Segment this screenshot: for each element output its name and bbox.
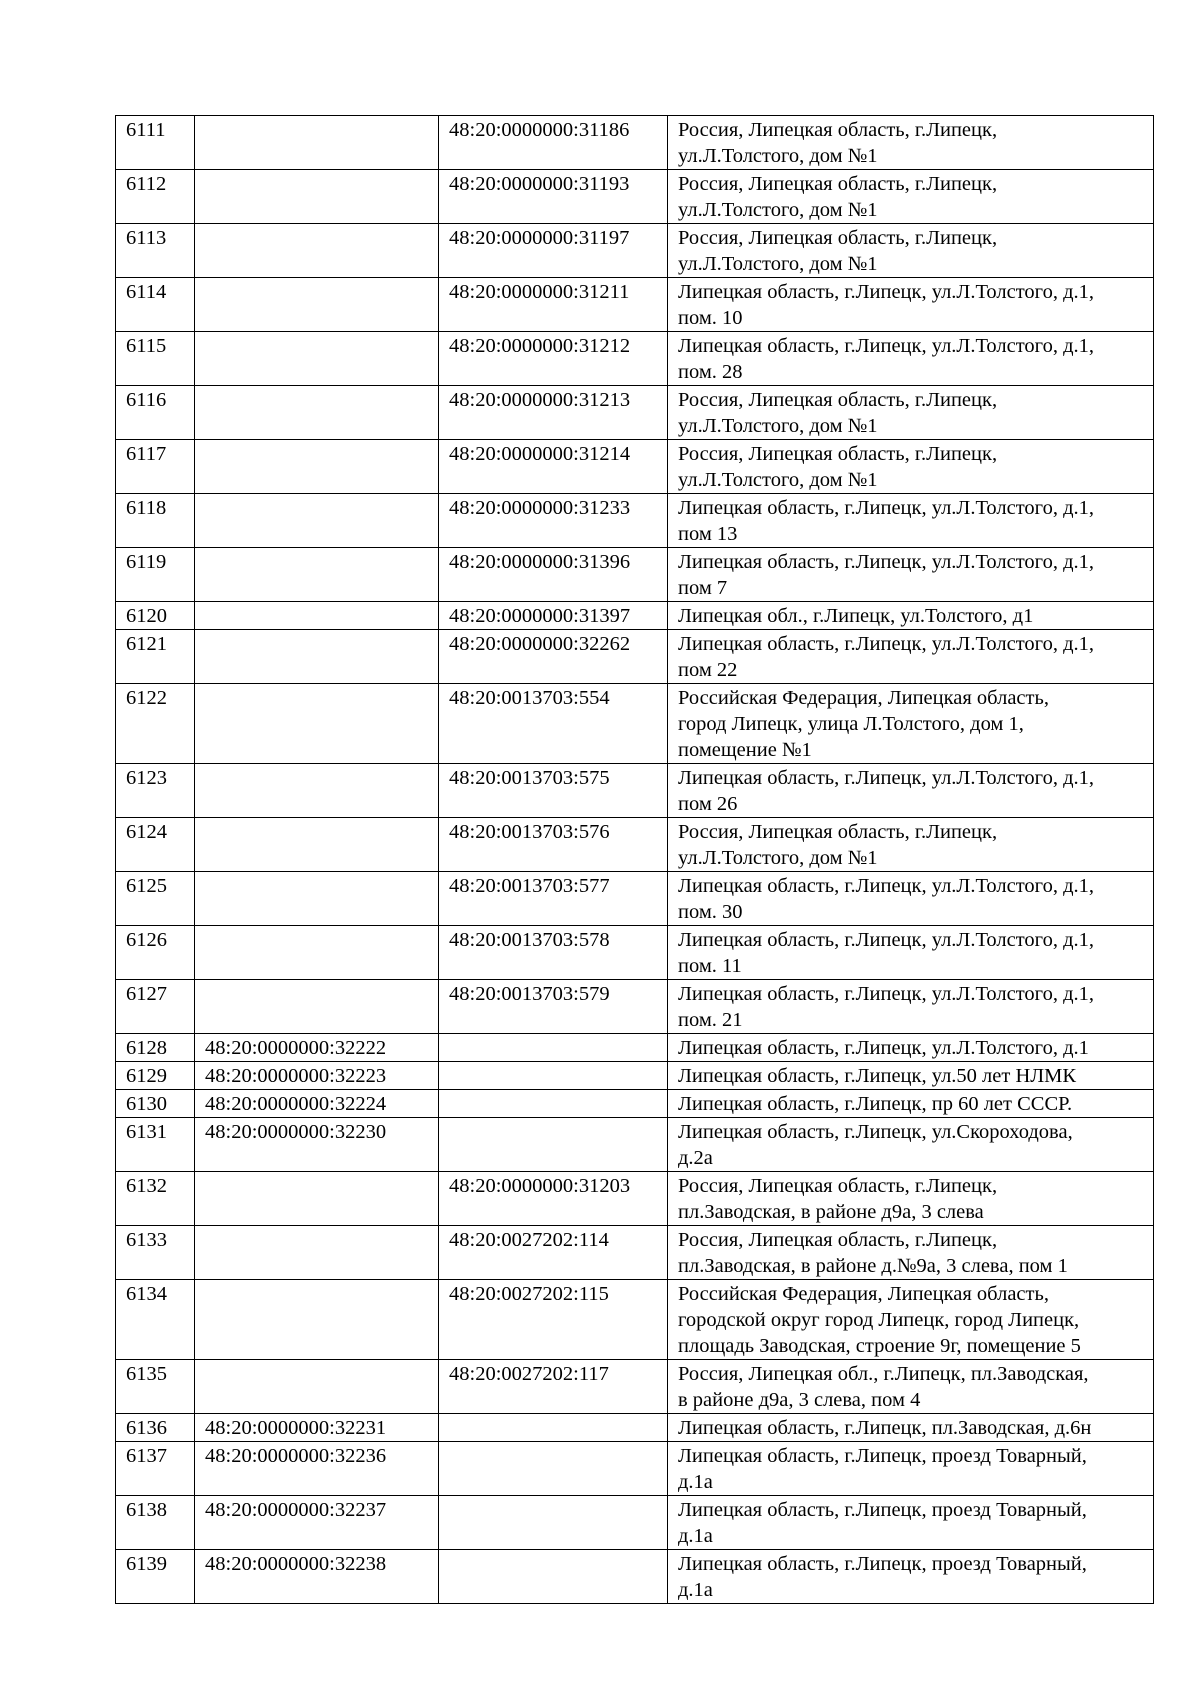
address-cell: [668, 170, 1154, 224]
cadastral-number-cell: 48:20:0000000:32236: [195, 1442, 439, 1496]
table-row: [116, 926, 1154, 980]
table-row: [116, 1496, 1154, 1550]
cadastral-number-cell: [195, 872, 439, 926]
address-cell: [668, 1118, 1154, 1172]
cadastral-number-cell: [195, 1172, 439, 1226]
address-line: Липецкая область, г.Липецк, ул.Л.Толстого, д.1,: [678, 497, 1095, 519]
address-line: д.1а: [678, 1579, 713, 1601]
row-number-cell: 6112: [116, 170, 195, 224]
address-cell: [668, 630, 1154, 684]
address-cell: [668, 386, 1154, 440]
address-line: в районе д9а, 3 слева, пом 4: [678, 1389, 921, 1411]
address-line: пом. 11: [678, 955, 742, 977]
address-line: пл.Заводская, в районе д9а, 3 слева: [678, 1201, 984, 1223]
parent-cadastral-number-cell: 48:20:0000000:31211: [439, 278, 668, 332]
row-number-cell: 6118: [116, 494, 195, 548]
address-line: ул.Л.Толстого, дом №1: [678, 145, 878, 167]
parent-cadastral-number-cell: 48:20:0000000:31186: [439, 116, 668, 170]
address-cell: [668, 1226, 1154, 1280]
address-cell: [668, 1172, 1154, 1226]
parent-cadastral-number-cell: 48:20:0000000:31213: [439, 386, 668, 440]
cadastral-number-cell: [195, 818, 439, 872]
address-cell: [668, 1360, 1154, 1414]
address-line: Липецкая область, г.Липецк, ул.Л.Толстого, д.1,: [678, 281, 1095, 303]
table-row: [116, 440, 1154, 494]
address-line: городской округ город Липецк, город Липецк,: [678, 1309, 1080, 1331]
address-cell: [668, 872, 1154, 926]
parent-cadastral-number-cell: 48:20:0013703:554: [439, 684, 668, 764]
address-line: пом. 10: [678, 307, 743, 329]
table-row: [116, 116, 1154, 170]
address-line: пом. 30: [678, 901, 743, 923]
table-row: [116, 1442, 1154, 1496]
address-cell: [668, 980, 1154, 1034]
row-number-cell: 6132: [116, 1172, 195, 1226]
table-body: [116, 116, 1154, 1604]
address-line: Липецкая область, г.Липецк, ул.Л.Толстого, д.1,: [678, 983, 1095, 1005]
parent-cadastral-number-cell: [439, 1118, 668, 1172]
address-cell: [668, 224, 1154, 278]
row-number-cell: 6136: [116, 1414, 195, 1442]
row-number-cell: 6117: [116, 440, 195, 494]
cadastral-number-cell: [195, 1226, 439, 1280]
cadastral-number-cell: [195, 278, 439, 332]
parent-cadastral-number-cell: 48:20:0000000:31197: [439, 224, 668, 278]
address-cell: [668, 116, 1154, 170]
address-line: Россия, Липецкая обл., г.Липецк, пл.Заводская,: [678, 1363, 1089, 1385]
address-line: пом. 28: [678, 361, 743, 383]
address-line: ул.Л.Толстого, дом №1: [678, 847, 878, 869]
parent-cadastral-number-cell: 48:20:0000000:31203: [439, 1172, 668, 1226]
address-line: Россия, Липецкая область, г.Липецк,: [678, 821, 998, 843]
address-line: Россия, Липецкая область, г.Липецк,: [678, 389, 998, 411]
parent-cadastral-number-cell: 48:20:0000000:31212: [439, 332, 668, 386]
address-line: пом 26: [678, 793, 738, 815]
address-line: пл.Заводская, в районе д.№9а, 3 слева, пом 1: [678, 1255, 1068, 1277]
row-number-cell: 6138: [116, 1496, 195, 1550]
address-line: Липецкая область, г.Липецк, проезд Товарный,: [678, 1553, 1087, 1575]
table-row: [116, 684, 1154, 764]
table-row: [116, 872, 1154, 926]
parent-cadastral-number-cell: 48:20:0027202:114: [439, 1226, 668, 1280]
address-cell: [668, 1090, 1154, 1118]
address-line: Липецкая область, г.Липецк, ул.50 лет НЛМК: [678, 1065, 1077, 1087]
row-number-cell: 6121: [116, 630, 195, 684]
parent-cadastral-number-cell: [439, 1550, 668, 1604]
row-number-cell: 6131: [116, 1118, 195, 1172]
address-cell: [668, 1496, 1154, 1550]
cadastral-number-cell: [195, 926, 439, 980]
row-number-cell: 6129: [116, 1062, 195, 1090]
address-cell: [668, 332, 1154, 386]
row-number-cell: 6125: [116, 872, 195, 926]
row-number-cell: 6137: [116, 1442, 195, 1496]
parent-cadastral-number-cell: 48:20:0013703:577: [439, 872, 668, 926]
address-line: ул.Л.Толстого, дом №1: [678, 253, 878, 275]
row-number-cell: 6123: [116, 764, 195, 818]
cadastral-number-cell: [195, 630, 439, 684]
address-line: Россия, Липецкая область, г.Липецк,: [678, 227, 998, 249]
address-line: ул.Л.Толстого, дом №1: [678, 199, 878, 221]
cadastral-number-cell: 48:20:0000000:32224: [195, 1090, 439, 1118]
table-row: [116, 1090, 1154, 1118]
row-number-cell: 6114: [116, 278, 195, 332]
address-line: помещение №1: [678, 739, 812, 761]
cadastral-number-cell: [195, 386, 439, 440]
parent-cadastral-number-cell: [439, 1442, 668, 1496]
row-number-cell: 6120: [116, 602, 195, 630]
parent-cadastral-number-cell: [439, 1034, 668, 1062]
cadastral-number-cell: [195, 440, 439, 494]
row-number-cell: 6127: [116, 980, 195, 1034]
cadastral-number-cell: 48:20:0000000:32223: [195, 1062, 439, 1090]
table-row: [116, 1118, 1154, 1172]
parent-cadastral-number-cell: 48:20:0000000:31397: [439, 602, 668, 630]
row-number-cell: 6111: [116, 116, 195, 170]
address-line: Россия, Липецкая область, г.Липецк,: [678, 1175, 998, 1197]
parent-cadastral-number-cell: [439, 1062, 668, 1090]
address-cell: [668, 1034, 1154, 1062]
table-row: [116, 1062, 1154, 1090]
address-cell: [668, 1280, 1154, 1360]
cadastral-number-cell: 48:20:0000000:32231: [195, 1414, 439, 1442]
address-cell: [668, 818, 1154, 872]
row-number-cell: 6128: [116, 1034, 195, 1062]
address-line: Липецкая область, г.Липецк, пл.Заводская, д.6н: [678, 1417, 1092, 1439]
address-line: д.1а: [678, 1525, 713, 1547]
row-number-cell: 6126: [116, 926, 195, 980]
parent-cadastral-number-cell: 48:20:0000000:31396: [439, 548, 668, 602]
table-row: [116, 1550, 1154, 1604]
table-row: [116, 818, 1154, 872]
cadastral-number-cell: 48:20:0000000:32237: [195, 1496, 439, 1550]
row-number-cell: 6133: [116, 1226, 195, 1280]
address-line: Липецкая область, г.Липецк, ул.Л.Толстого, д.1,: [678, 551, 1095, 573]
cadastral-number-cell: [195, 602, 439, 630]
table-row: [116, 1414, 1154, 1442]
cadastral-number-cell: [195, 1280, 439, 1360]
parent-cadastral-number-cell: 48:20:0000000:31233: [439, 494, 668, 548]
cadastral-number-cell: [195, 224, 439, 278]
table-row: [116, 602, 1154, 630]
address-line: пом 7: [678, 577, 728, 599]
address-line: Липецкая область, г.Липецк, ул.Л.Толстого, д.1,: [678, 875, 1095, 897]
address-cell: [668, 764, 1154, 818]
row-number-cell: 6115: [116, 332, 195, 386]
row-number-cell: 6134: [116, 1280, 195, 1360]
address-line: ул.Л.Толстого, дом №1: [678, 415, 878, 437]
address-cell: [668, 494, 1154, 548]
cadastral-number-cell: [195, 170, 439, 224]
address-line: пом 13: [678, 523, 738, 545]
table-row: [116, 386, 1154, 440]
parent-cadastral-number-cell: [439, 1496, 668, 1550]
cadastral-number-cell: [195, 332, 439, 386]
address-line: д.2а: [678, 1147, 713, 1169]
address-line: ул.Л.Толстого, дом №1: [678, 469, 878, 491]
address-line: Россия, Липецкая область, г.Липецк,: [678, 1229, 998, 1251]
address-cell: [668, 548, 1154, 602]
table-row: [116, 224, 1154, 278]
parent-cadastral-number-cell: 48:20:0013703:575: [439, 764, 668, 818]
address-line: пом. 21: [678, 1009, 743, 1031]
row-number-cell: 6130: [116, 1090, 195, 1118]
table-row: [116, 1034, 1154, 1062]
table-row: [116, 1360, 1154, 1414]
parent-cadastral-number-cell: 48:20:0013703:579: [439, 980, 668, 1034]
cadastral-number-cell: [195, 494, 439, 548]
parent-cadastral-number-cell: 48:20:0013703:578: [439, 926, 668, 980]
parent-cadastral-number-cell: 48:20:0013703:576: [439, 818, 668, 872]
table-row: [116, 170, 1154, 224]
address-line: Липецкая область, г.Липецк, ул.Л.Толстого, д.1: [678, 1037, 1089, 1059]
address-line: Липецкая область, г.Липецк, ул.Л.Толстого, д.1,: [678, 633, 1095, 655]
address-line: Российская Федерация, Липецкая область,: [678, 687, 1049, 709]
table-row: [116, 764, 1154, 818]
cadastral-number-cell: [195, 116, 439, 170]
address-line: Россия, Липецкая область, г.Липецк,: [678, 173, 998, 195]
address-line: Липецкая область, г.Липецк, ул.Л.Толстого, д.1,: [678, 335, 1095, 357]
table-row: [116, 980, 1154, 1034]
table-row: [116, 1172, 1154, 1226]
parent-cadastral-number-cell: 48:20:0000000:31193: [439, 170, 668, 224]
address-line: Липецкая область, г.Липецк, пр 60 лет СССР.: [678, 1093, 1073, 1115]
cadastral-number-cell: 48:20:0000000:32230: [195, 1118, 439, 1172]
address-line: д.1а: [678, 1471, 713, 1493]
address-line: Липецкая область, г.Липецк, проезд Товарный,: [678, 1445, 1087, 1467]
address-cell: [668, 684, 1154, 764]
address-cell: [668, 602, 1154, 630]
row-number-cell: 6122: [116, 684, 195, 764]
cadastral-number-cell: [195, 548, 439, 602]
address-cell: [668, 1442, 1154, 1496]
address-line: Липецкая область, г.Липецк, ул.Скороходова,: [678, 1121, 1073, 1143]
address-line: Липецкая область, г.Липецк, ул.Л.Толстого, д.1,: [678, 767, 1095, 789]
cadastral-number-cell: 48:20:0000000:32238: [195, 1550, 439, 1604]
table-row: [116, 1226, 1154, 1280]
address-line: площадь Заводская, строение 9г, помещение 5: [678, 1335, 1081, 1357]
address-line: Липецкая область, г.Липецк, ул.Л.Толстого, д.1,: [678, 929, 1095, 951]
row-number-cell: 6113: [116, 224, 195, 278]
property-registry-table: [115, 115, 1154, 1604]
parent-cadastral-number-cell: 48:20:0027202:117: [439, 1360, 668, 1414]
table-row: [116, 548, 1154, 602]
table-row: [116, 332, 1154, 386]
parent-cadastral-number-cell: 48:20:0000000:32262: [439, 630, 668, 684]
cadastral-number-cell: [195, 1360, 439, 1414]
cadastral-number-cell: [195, 980, 439, 1034]
table-row: [116, 1280, 1154, 1360]
address-cell: [668, 1062, 1154, 1090]
address-line: Липецкая обл., г.Липецк, ул.Толстого, д1: [678, 605, 1034, 627]
address-cell: [668, 440, 1154, 494]
cadastral-number-cell: [195, 764, 439, 818]
table-row: [116, 494, 1154, 548]
parent-cadastral-number-cell: [439, 1090, 668, 1118]
row-number-cell: 6124: [116, 818, 195, 872]
row-number-cell: 6139: [116, 1550, 195, 1604]
address-line: Липецкая область, г.Липецк, проезд Товарный,: [678, 1499, 1087, 1521]
table-row: [116, 630, 1154, 684]
address-cell: [668, 1414, 1154, 1442]
address-line: пом 22: [678, 659, 738, 681]
address-cell: [668, 1550, 1154, 1604]
address-line: город Липецк, улица Л.Толстого, дом 1,: [678, 713, 1024, 735]
table-row: [116, 278, 1154, 332]
address-line: Россия, Липецкая область, г.Липецк,: [678, 443, 998, 465]
cadastral-number-cell: 48:20:0000000:32222: [195, 1034, 439, 1062]
address-line: Россия, Липецкая область, г.Липецк,: [678, 119, 998, 141]
address-cell: [668, 926, 1154, 980]
address-cell: [668, 278, 1154, 332]
row-number-cell: 6116: [116, 386, 195, 440]
parent-cadastral-number-cell: 48:20:0027202:115: [439, 1280, 668, 1360]
parent-cadastral-number-cell: 48:20:0000000:31214: [439, 440, 668, 494]
address-line: Российская Федерация, Липецкая область,: [678, 1283, 1049, 1305]
cadastral-number-cell: [195, 684, 439, 764]
row-number-cell: 6119: [116, 548, 195, 602]
row-number-cell: 6135: [116, 1360, 195, 1414]
parent-cadastral-number-cell: [439, 1414, 668, 1442]
